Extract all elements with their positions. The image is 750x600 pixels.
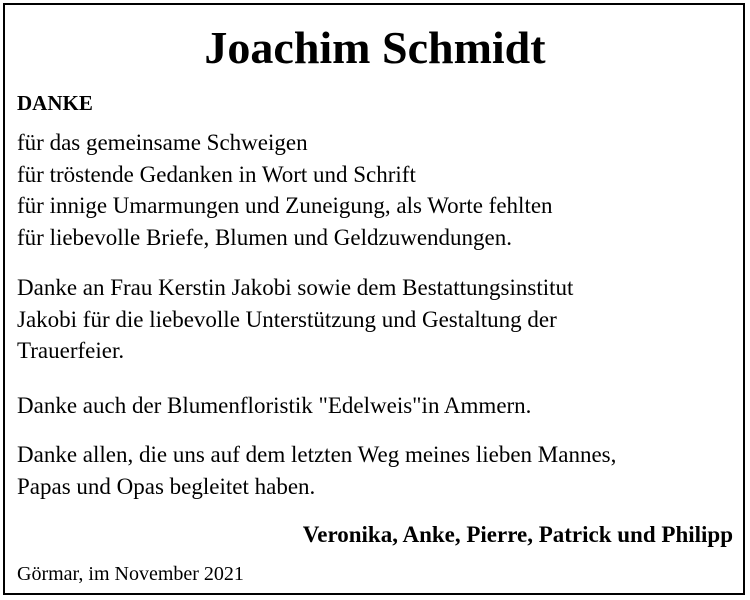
thanks-line: für innige Umarmungen und Zuneigung, als Worte fehlten xyxy=(17,193,553,218)
paragraph-line: Danke allen, die uns auf dem letzten Weg meines lieben Mannes, xyxy=(17,442,617,467)
thanks-line: für liebevolle Briefe, Blumen und Geldzuwendungen. xyxy=(17,224,512,250)
thanks-paragraph-funeral-home xyxy=(17,272,573,367)
paragraph-line: Danke auch der Blumenfloristik "Edelweis"in Ammern. xyxy=(17,393,532,418)
paragraph-line: Jakobi für die liebevolle Unterstützung und Gestaltung der xyxy=(17,306,557,332)
notice-title: Joachim Schmidt xyxy=(204,22,546,73)
thanks-heading: DANKE xyxy=(17,91,93,115)
thanks-list xyxy=(17,127,553,253)
paragraph-line: Danke an Frau Kerstin Jakobi sowie dem Bestattungsinstitut xyxy=(17,275,574,300)
paragraph-line: Trauerfeier. xyxy=(17,338,125,363)
thanks-line: für das gemeinsame Schweigen xyxy=(17,130,308,155)
thanks-paragraph-everyone xyxy=(17,439,616,502)
family-signature: Veronika, Anke, Pierre, Patrick und Philipp xyxy=(302,522,733,547)
paragraph-line: Papas und Opas begleitet haben. xyxy=(17,473,316,499)
thanks-line: für tröstende Gedanken in Wort und Schrift xyxy=(17,161,416,187)
thanks-paragraph-florist xyxy=(17,390,531,422)
place-date-line: Görmar, im November 2021 xyxy=(17,563,244,585)
